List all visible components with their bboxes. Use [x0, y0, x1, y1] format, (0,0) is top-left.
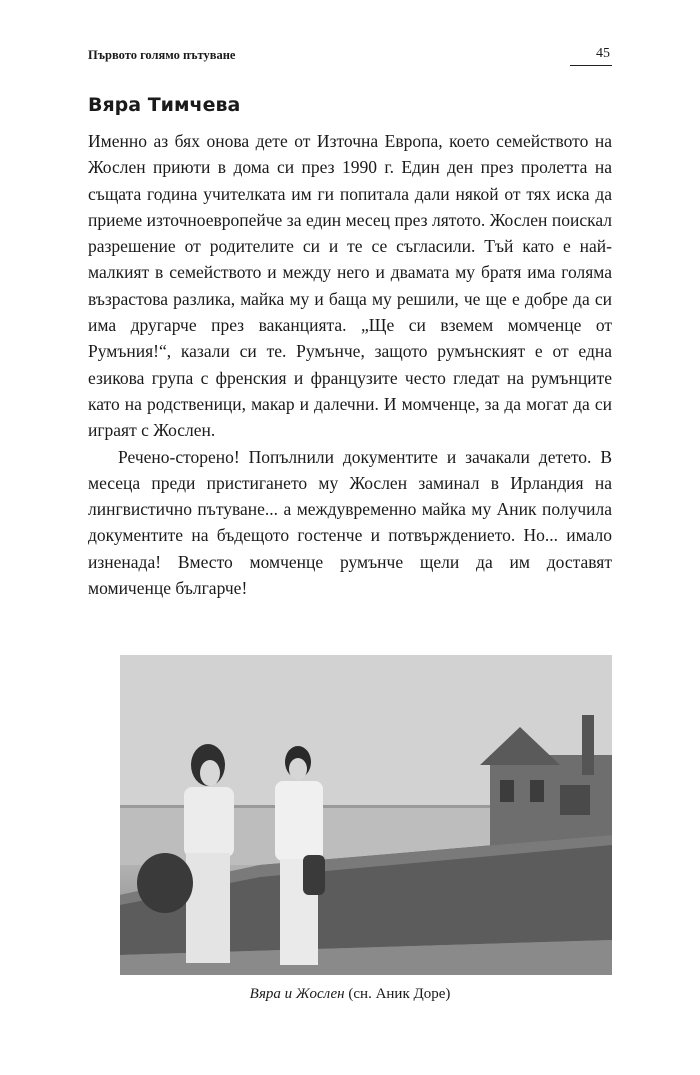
section-title: Вяра Тимчева	[88, 94, 241, 116]
figure-caption	[0, 986, 700, 1003]
caption-names: Вяра и Жослен	[249, 986, 345, 1002]
page-number-rule	[570, 65, 612, 66]
paragraph-1: Именно аз бях онова дете от Източна Европа, което семейството на Жослен приюти в дома си през 1990 г. Един ден през пролетта на същата година учителката им ги попитала дали някой от тях иска да приеме източноевропейче за един месец през лятото. Жослен поискал разрешение от родителите си и те се съгласили. Тъй като е най-малкият в семейството и между него и двамата му братя има голяма възрастова разлика, майка му и баща му решили, че ще е добре да си има другарче през ваканцията. „Ще си вземем момченце от Румъния!“, казали си те. Румънче, защото румънският е от една езикова група с френския и французите често гледат на румънците като на родственици, макар и далечни. И момченце, за да могат да си играят с Жослен.	[88, 131, 612, 441]
paragraph-2: Речено-сторено! Попълнили документите и зачакали детето. В месеца преди пристигането му Жослен заминал в Ирландия на лингвистично пътуване... а междувременно майка му Аник получила документите на бъдещото гостенче и потвърждението. Но... имало изненада! Вместо момченце румънче щели да им доставят момиченце българче!	[88, 446, 612, 599]
page-number: 45	[596, 46, 610, 61]
caption-credit: (сн. Аник Доре)	[348, 986, 451, 1002]
body-text	[88, 128, 612, 601]
running-title: Първото голямо пътуване	[88, 48, 236, 62]
photo-illustration	[120, 655, 612, 975]
page-header	[88, 44, 612, 66]
photograph	[120, 655, 612, 975]
